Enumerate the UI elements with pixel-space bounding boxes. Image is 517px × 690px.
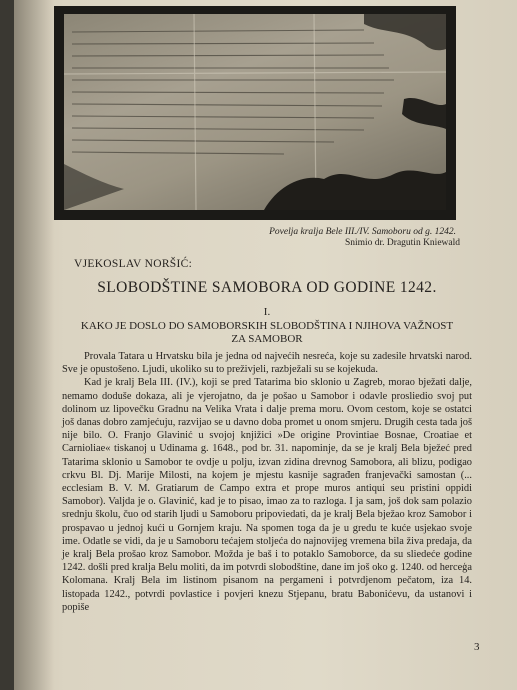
book-page (14, 0, 517, 690)
section-numeral: I. (263, 306, 271, 318)
charter-photograph (54, 6, 456, 220)
charter-manuscript-drawing (64, 14, 446, 210)
page-gutter-shadow (14, 0, 54, 690)
photo-credit: Snimio dr. Dragutin Kniewald (344, 238, 460, 248)
section-title: KAKO JE DOSLO DO SAMOBORSKIH SLOBODŠTINA I NJIHOVA VAŽNOST ZA SAMOBOR (80, 320, 454, 345)
article-author: VJEKOSLAV NORŠIĆ: (74, 258, 193, 270)
paragraph-2: Kad je kralj Bela III. (IV.), koji se pred Tatarima bio sklonio u Zagreb, morao bježati dalje, nemamo doduše dokaza, ali je vjerojatno, da je pošao u Samobor i odavle prosliedio svoj put dolinom uz lipovečku Gradnu na Velika Vrata i dalje prema moru. Ovom cestom, koje se ostatci još danas dobro zamjećuju, razvijao se u davno doba promet u onom smjeru. Drugih cesta tada još nije bilo. O. Franjo Glavinić u svojoj knjižici »De origine Provintiae Bosnae, Croatiae et Carnioliae« tiskanoj u Udinama g. 1648., pod br. 31. napominje, da se je kralj Bela bježeć pred Tatarima sklonio u Samobor te ovdje u polju, izvan zidina drevnog Samobora, ali blizu, podigao crkvu Bl. Dj. Marije Milosti, na kojem je mjestu kasnije sagrađen franjevački samostan (... ecclesiam B. V. M. Gratiarum de Campo extra et prope muros antiqui seu pristini oppidi Samobor). Valjda je o. Glavinić, kad je to pisao, imao za to razloga. I ja sam, još dok sam polazio srednju školu, čuo od starih ljudi u Samoboru pripoviedati, da je kralj Bela bježao kroz Samobor i prospavao u jednoj kući u Gornjem kraju. Na spomen toga da je u gredu te kuće usjekao svoje ime. Odatle se vidi, da je u Samoboru tećajem stoljeća do najnovijeg vremena bila živa predaja, da je kralj Bela prošao kroz Samobor. Možda je baš i to potaklo Samoborce, da su sliedeće godine 1242. došli pred kralja Belu moliti, da im potvrdi slobodštine, dane im još oko g. 1240. od herceģa Kolomana. Kralj Bela im listinom pisanom na pergameni i potvrdjenom pečatom, iza 14. listopada 1242., potvrdi povlastice i povjeri knezu Stjepanu, bratu Babonićevu, da ustanovi i popiše (62, 377, 472, 613)
paragraph-1: Provala Tatara u Hrvatsku bila je jedna od najvećih nesreća, koje su zadesile hrvatski narod. Sve je opustošeno. Ljudi, ukoliko su to preživjeli, razbježali su se kojekuda. (62, 351, 472, 376)
figure-caption: Povelja kralja Bele III./IV. Samoboru od g. 1242. (269, 227, 456, 237)
charter-document-image (64, 14, 446, 210)
body-text (62, 350, 472, 614)
page-number: 3 (474, 641, 480, 653)
article-title: SLOBODŠTINE SAMOBORA OD GODINE 1242. (97, 279, 437, 296)
